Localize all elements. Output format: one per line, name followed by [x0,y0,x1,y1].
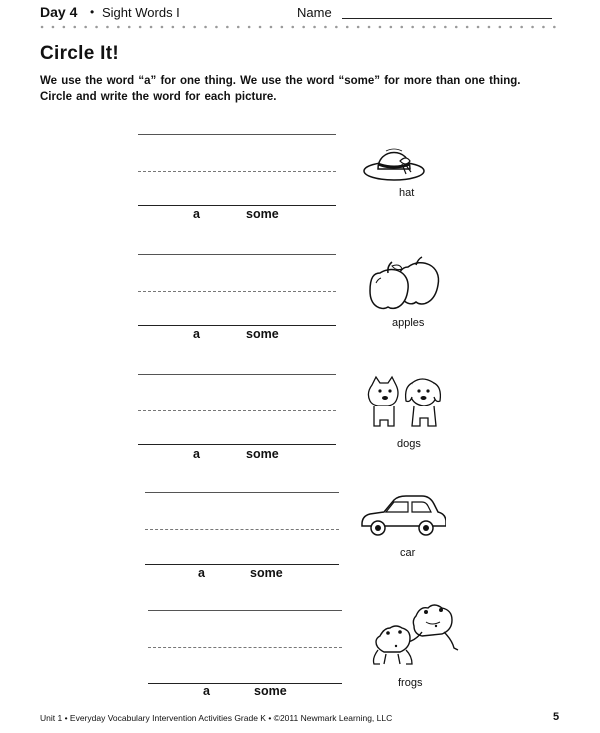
header-bullet: • [90,5,95,19]
page-title: Circle It! [40,43,120,64]
write-line-top [148,610,342,611]
dotted-divider [40,25,560,29]
choice-some[interactable]: some [246,327,279,341]
directions-text: We use the word “a” for one thing. We use the word “some” for more than one thing. Circle and write the word for each picture. [40,75,521,103]
page-number: 5 [553,711,560,723]
exercise-row [0,365,600,480]
section-label: Sight Words I [102,5,180,20]
name-label: Name [297,5,332,20]
picture-caption: frogs [398,677,423,689]
hat-icon [360,137,428,185]
frogs-icon [366,602,462,672]
day-label: Day 4 [40,4,78,20]
write-line-mid [138,291,336,292]
exercise-row [0,602,600,717]
choice-some[interactable]: some [254,684,287,698]
footer-credit: Unit 1 • Everyday Vocabulary Intervention Activities Grade K • ©2011 Newmark Learning, LLC [40,713,393,723]
picture-caption: apples [392,317,425,329]
picture-caption: car [400,547,416,559]
write-line-base[interactable] [138,325,336,326]
choice-a[interactable]: a [193,447,200,461]
write-line-mid [138,171,336,172]
worksheet-header [40,4,560,24]
write-line-top [138,374,336,375]
choice-a[interactable]: a [203,684,210,698]
exercise-row [0,125,600,240]
apples-icon [366,255,442,315]
write-line-mid [148,647,342,648]
write-line-mid [145,529,339,530]
exercise-row [0,484,600,599]
picture-caption: dogs [397,438,421,450]
picture-caption: hat [399,187,415,199]
choice-a[interactable]: a [193,327,200,341]
write-line-base[interactable] [148,683,342,684]
write-line-base[interactable] [138,444,336,445]
exercise-row [0,245,600,360]
write-line-top [138,254,336,255]
choice-some[interactable]: some [246,207,279,221]
choice-a[interactable]: a [193,207,200,221]
write-line-base[interactable] [145,564,339,565]
car-icon [358,494,446,540]
choice-a[interactable]: a [198,566,205,580]
choice-some[interactable]: some [246,447,279,461]
write-line-mid [138,410,336,411]
choice-some[interactable]: some [250,566,283,580]
dogs-icon [364,373,444,433]
write-line-top [138,134,336,135]
write-line-base[interactable] [138,205,336,206]
name-write-line[interactable] [342,18,552,19]
write-line-top [145,492,339,493]
